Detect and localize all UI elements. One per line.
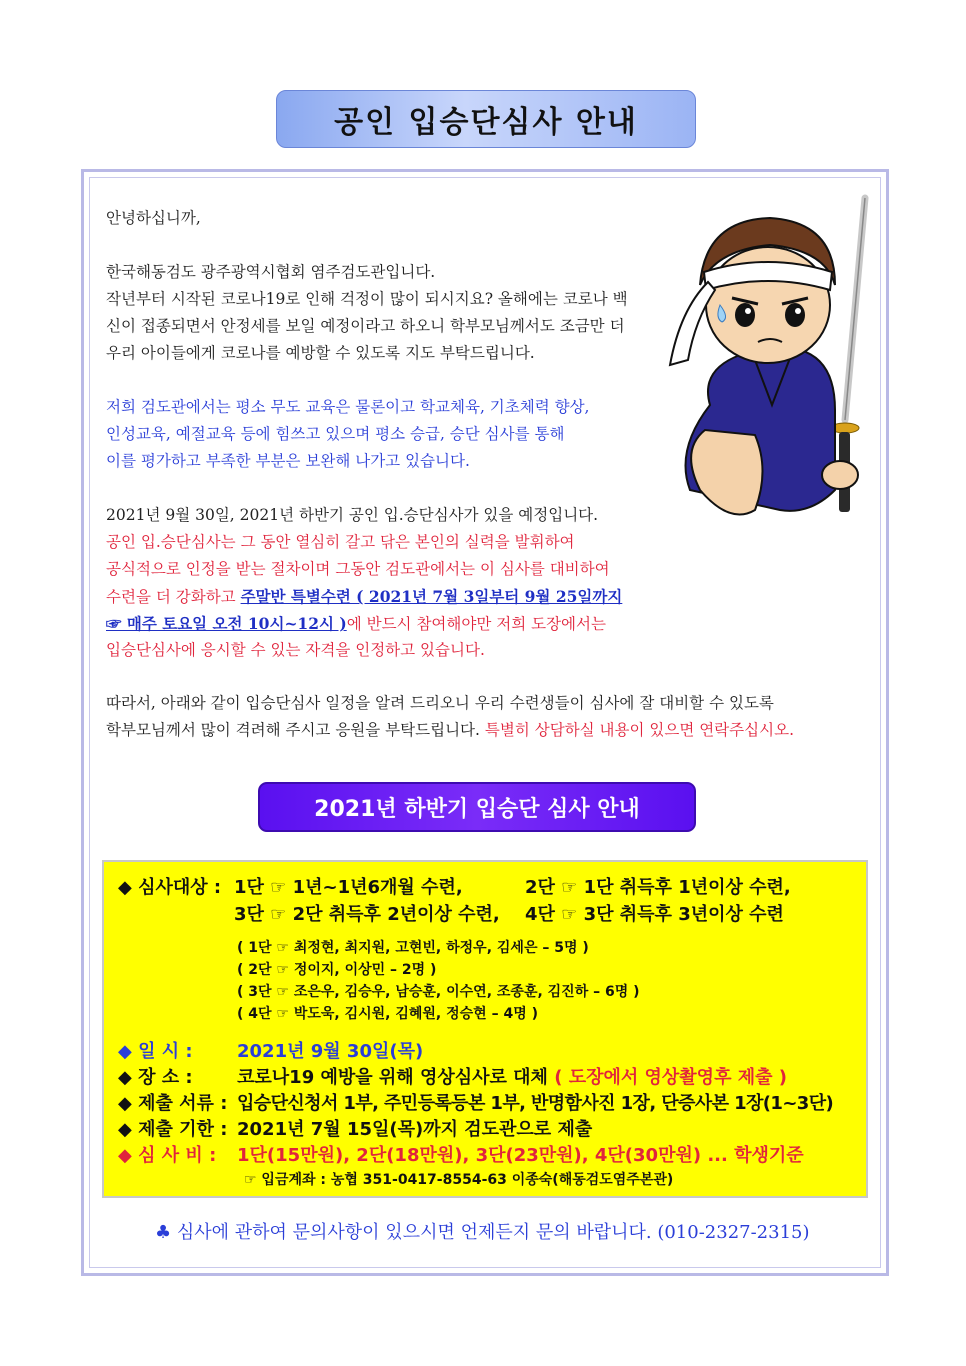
target-2: 2단 ☞ 1단 취득후 1년이상 수련, xyxy=(525,877,791,898)
training-text: 수련을 더 강화하고 xyxy=(106,588,241,606)
fee-value: 1단(15만원), 2단(18만원), 3단(23만원), 4단(30만원) ... 학생기준 xyxy=(237,1145,804,1166)
date-value: 2021년 9월 30일(목) xyxy=(237,1041,424,1062)
paragraph-1-line-3: 신이 접종되면서 안정세를 보일 예정이라고 하오니 학부모님께서도 조금만 더 xyxy=(106,317,625,335)
section-title: 2021년 하반기 입승단 심사 안내 xyxy=(258,782,696,832)
greeting: 안녕하십니까, xyxy=(106,209,201,227)
paragraph-3-line-6: 입승단심사에 응시할 수 있는 자격을 인정하고 있습니다. xyxy=(106,641,485,659)
candidates-dan-1: ( 1단 ☞ 최정현, 최지원, 고현빈, 하정우, 김세은 – 5명 ) xyxy=(237,940,589,956)
docs-value: 입승단신청서 1부, 주민등록등본 1부, 반명함사진 1장, 단증사본 1장(1~3단) xyxy=(237,1093,834,1114)
paragraph-1-line-1: 한국해동검도 광주광역시협회 염주검도관입니다. xyxy=(106,263,436,281)
place-note: ( 도장에서 영상촬영후 제출 ) xyxy=(554,1067,787,1088)
candidates-dan-3: ( 3단 ☞ 조은우, 김승우, 남승훈, 이수연, 조종훈, 김진하 – 6명 ) xyxy=(237,984,640,1000)
candidates-dan-4: ( 4단 ☞ 박도욱, 김시원, 김혜원, 정승현 – 4명 ) xyxy=(237,1006,538,1022)
paragraph-1-line-2: 작년부터 시작된 코로나19로 인해 걱정이 많이 되시지요? 올해에는 코로나 백 xyxy=(106,290,628,308)
saturday-schedule: ☞ 매주 토요일 오전 10시~12시 ) xyxy=(106,614,347,633)
page-title: 공인 입승단심사 안내 xyxy=(276,90,696,148)
consult-text: 특별히 상담하실 내용이 있으면 연락주십시오. xyxy=(484,721,794,739)
paragraph-3-line-4 xyxy=(106,583,622,611)
place-label: ◆ 장 소 : xyxy=(118,1067,193,1088)
deadline-label: ◆ 제출 기한 : xyxy=(118,1119,228,1140)
target-3: 3단 ☞ 2단 취득후 2년이상 수련, xyxy=(234,904,500,925)
weekend-training-notice: 주말반 특별수련 ( 2021년 7월 3일부터 9월 25일까지 xyxy=(240,587,623,606)
fee-label: ◆ 심 사 비 : xyxy=(118,1145,217,1166)
place-row xyxy=(237,1063,787,1089)
date-label: ◆ 일 시 : xyxy=(118,1041,193,1062)
encourage-text: 학부모님께서 많이 격려해 주시고 응원을 부탁드립니다. xyxy=(106,721,485,739)
paragraph-1-line-4: 우리 아이들에게 코로나를 예방할 수 있도록 지도 부탁드립니다. xyxy=(106,344,535,362)
target-label: ◆ 심사대상 : xyxy=(118,877,222,898)
paragraph-3-line-1: 2021년 9월 30일, 2021년 하반기 공인 입.승단심사가 있을 예정입니다. xyxy=(106,506,599,524)
docs-label: ◆ 제출 서류 : xyxy=(118,1093,228,1114)
target-4: 4단 ☞ 3단 취득후 3년이상 수련 xyxy=(525,904,784,925)
paragraph-3-line-3: 공식적으로 인정을 받는 절차이며 그동안 검도관에서는 이 심사를 대비하여 xyxy=(106,560,610,578)
kendo-boy-illustration xyxy=(660,190,880,530)
paragraph-3-line-2: 공인 입.승단심사는 그 동안 열심히 갈고 닦은 본인의 실력을 발휘하여 xyxy=(106,533,575,551)
paragraph-3-line-5 xyxy=(106,610,606,638)
paragraph-4-line-2 xyxy=(106,717,794,744)
candidates-dan-2: ( 2단 ☞ 정이지, 이상민 – 2명 ) xyxy=(237,962,437,978)
paragraph-2-line-2: 인성교육, 예절교육 등에 힘쓰고 있으며 평소 승급, 승단 심사를 통해 xyxy=(106,425,565,443)
contact-line: ♣ 심사에 관하여 문의사항이 있으시면 언제든지 문의 바랍니다. (010-2327-2315) xyxy=(155,1222,810,1243)
deadline-value: 2021년 7월 15일(목)까지 검도관으로 제출 xyxy=(237,1119,593,1140)
place-value: 코로나19 예방을 위해 영상심사로 대체 xyxy=(237,1067,555,1088)
target-1: 1단 ☞ 1년~1년6개월 수련, xyxy=(234,877,463,898)
paragraph-2-line-3: 이를 평가하고 부족한 부분은 보완해 나가고 있습니다. xyxy=(106,452,470,470)
bank-account: ☞ 입금계좌 : 농협 351-0417-8554-63 이종숙(해동검도염주본관) xyxy=(244,1172,674,1188)
paragraph-4-line-1: 따라서, 아래와 같이 입승단심사 일정을 알려 드리오니 우리 수련생들이 심사에 잘 대비할 수 있도록 xyxy=(106,694,774,712)
participation-text: 에 반드시 참여해야만 저희 도장에서는 xyxy=(346,615,606,633)
paragraph-2-line-1: 저희 검도관에서는 평소 무도 교육은 물론이고 학교체육, 기초체력 향상, xyxy=(106,398,590,416)
